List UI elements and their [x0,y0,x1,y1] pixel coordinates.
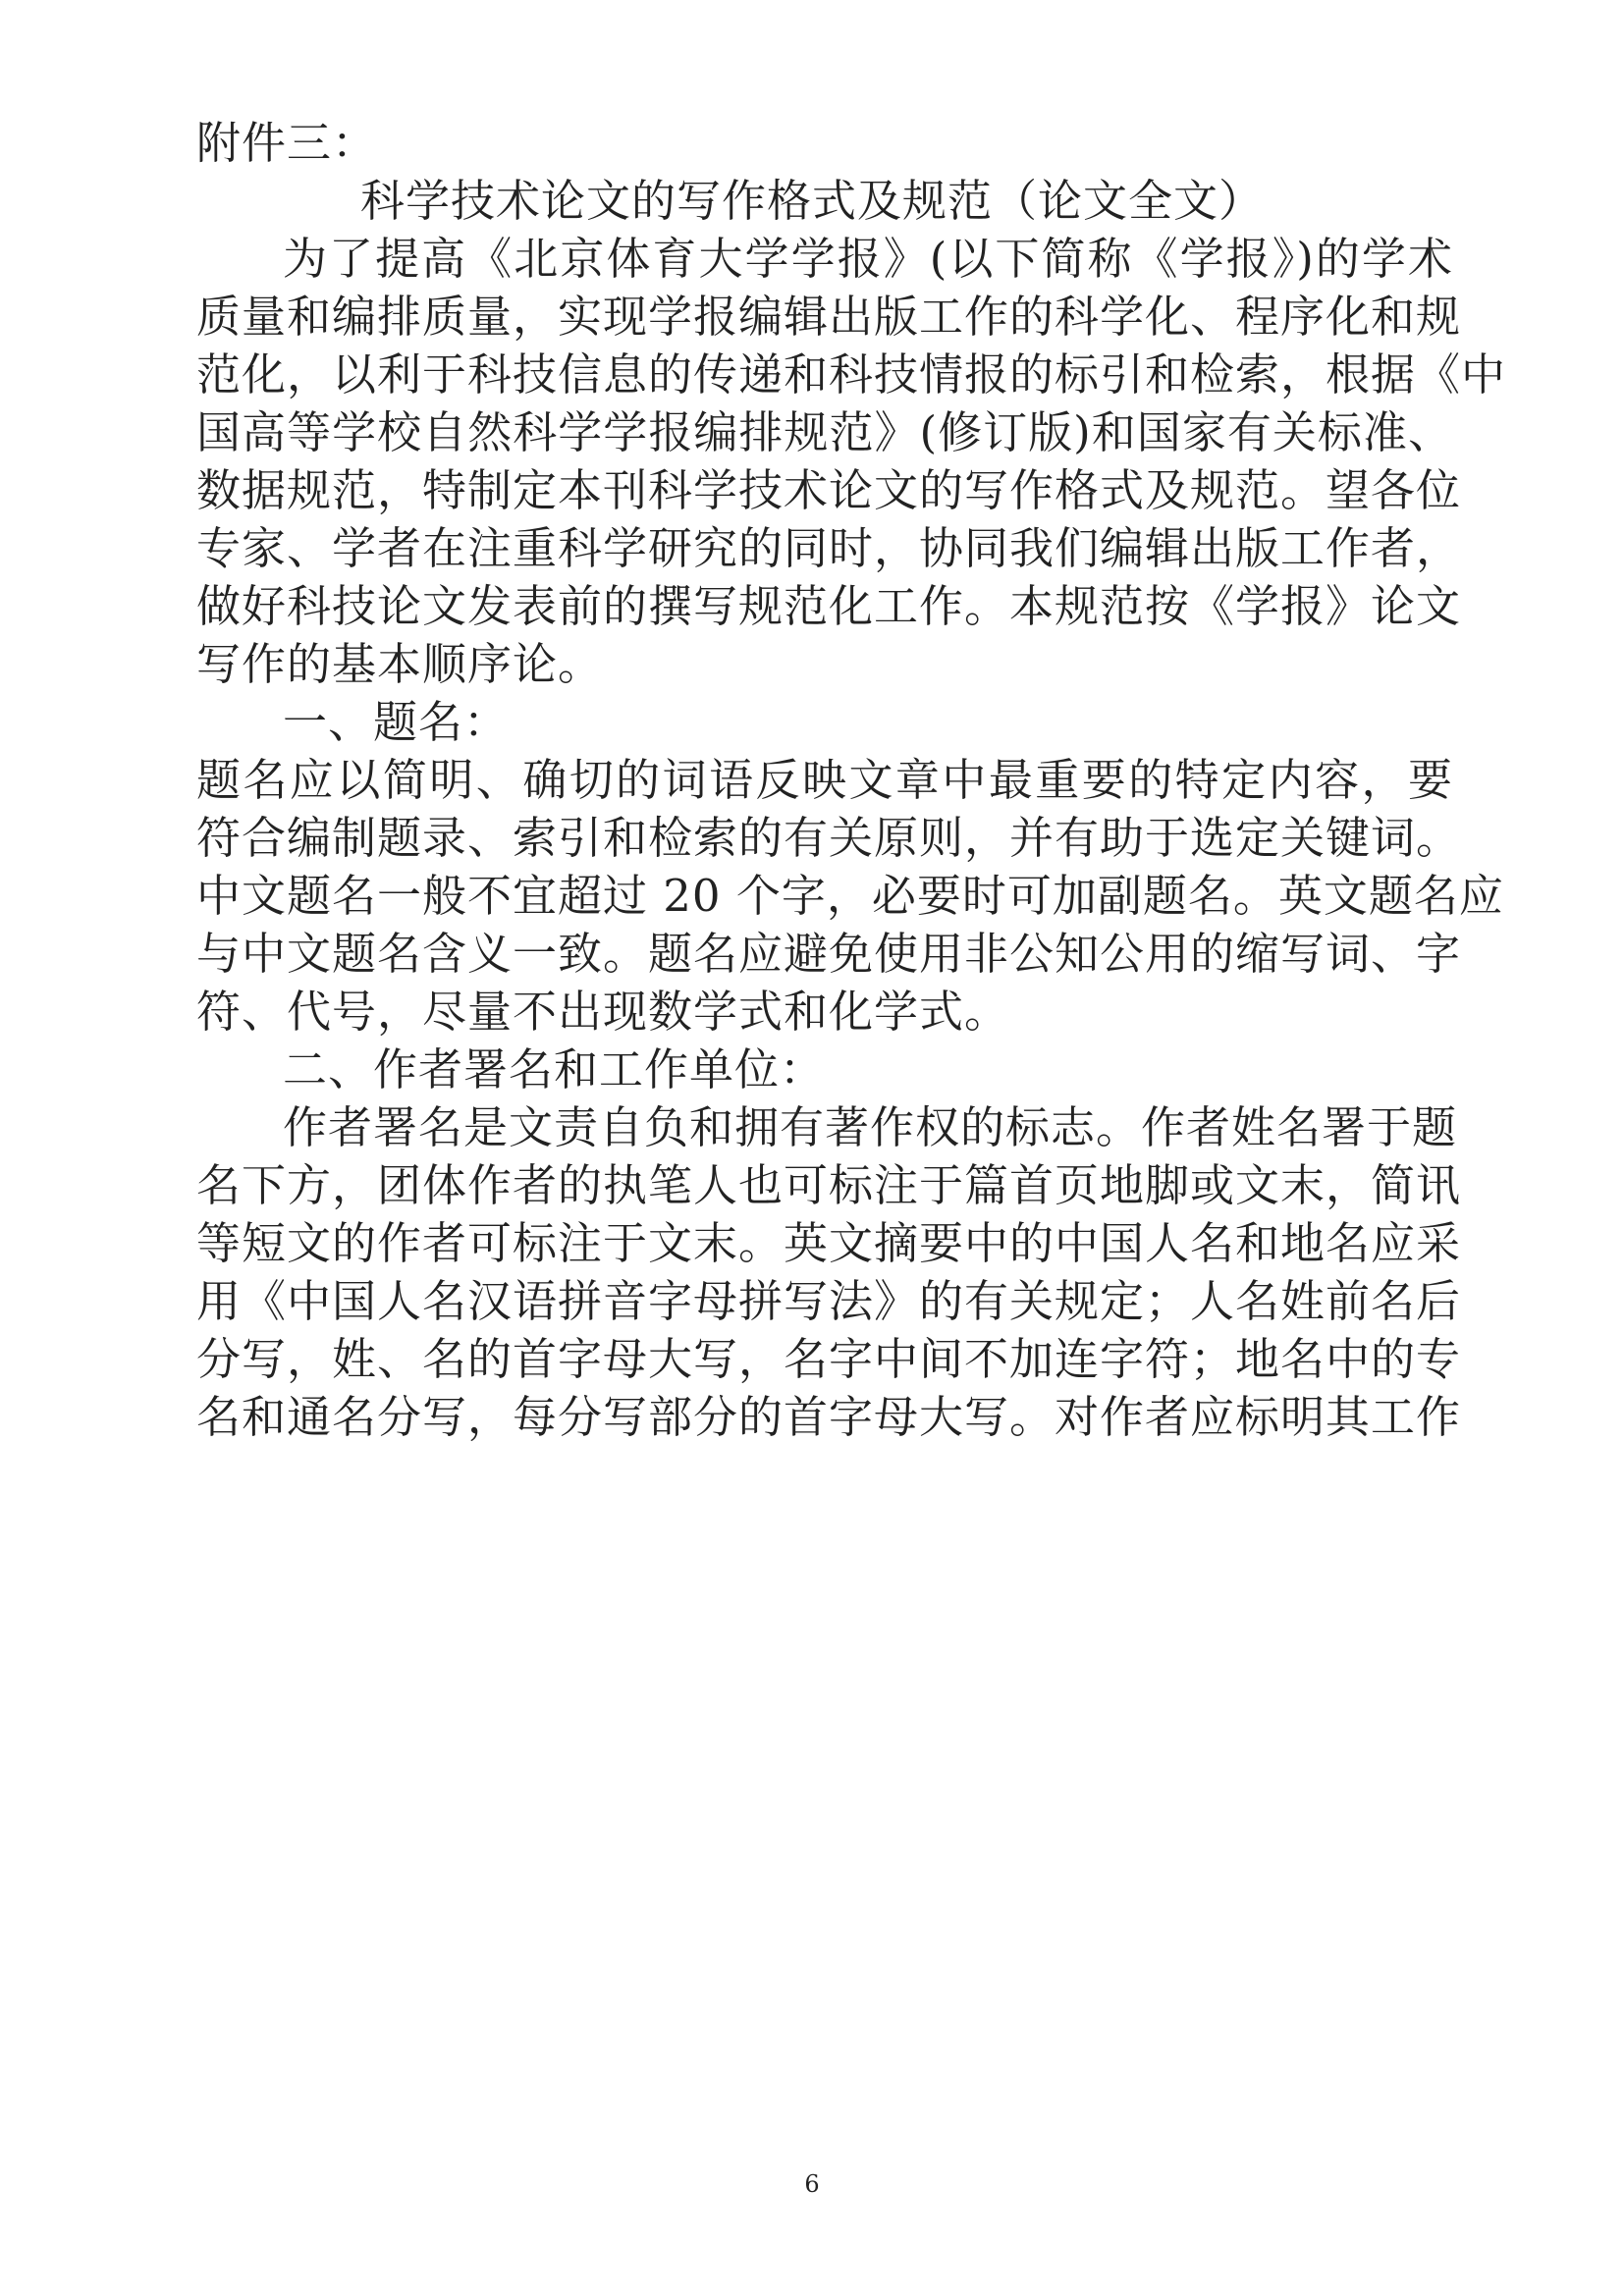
paragraph-line: 作者署名是文责自负和拥有著作权的标志。作者姓名署于题 [283,1101,1458,1153]
paragraph-line: 名下方，团体作者的执笔人也可标注于篇首页地脚或文末，简讯 [196,1159,1462,1211]
paragraph-line: 符、代号，尽量不出现数学式和化学式。 [196,986,1010,1038]
paragraph-line: 写作的基本顺序论。 [196,638,604,690]
paragraph-line: 质量和编排质量，实现学报编辑出版工作的科学化、程序化和规 [196,291,1462,343]
paragraph-line: 符合编制题录、索引和检索的有关原则，并有助于选定关键词。 [196,812,1462,864]
paragraph-line: 专家、学者在注重科学研究的同时，协同我们编辑出版工作者， [196,522,1462,574]
document-title: 科学技术论文的写作格式及规范（论文全文） [359,175,1264,227]
paragraph-line: 做好科技论文发表前的撰写规范化工作。本规范按《学报》论文 [196,580,1462,632]
paragraph-line: 国高等学校自然科学学报编排规范》(修订版)和国家有关标准、 [196,406,1453,458]
paragraph-line: 与中文题名含义一致。题名应避免使用非公知公用的缩写词、字 [196,928,1462,980]
paragraph-line: 中文题名一般不宜超过 20 个字，必要时可加副题名。英文题名应 [196,870,1504,922]
section-heading: 二、作者署名和工作单位： [283,1043,826,1095]
attachment-label: 附件三： [196,117,378,169]
section-heading: 一、题名： [283,696,510,748]
paragraph-line: 分写，姓、名的首字母大写，名字中间不加连字符；地名中的专 [196,1333,1462,1385]
page-number: 6 [804,2170,820,2198]
paragraph-line: 范化，以利于科技信息的传递和科技情报的标引和检索，根据《中 [196,348,1507,400]
paragraph-line: 等短文的作者可标注于文末。英文摘要中的中国人名和地名应采 [196,1217,1462,1269]
paragraph-line: 用《中国人名汉语拼音字母拼写法》的有关规定；人名姓前名后 [196,1275,1462,1327]
paragraph-line: 为了提高《北京体育大学学报》(以下简称《学报》)的学术 [283,233,1453,285]
paragraph-line: 题名应以简明、确切的词语反映文章中最重要的特定内容，要 [196,754,1453,806]
paragraph-line: 名和通名分写，每分写部分的首字母大写。对作者应标明其工作 [196,1391,1462,1443]
paragraph-line: 数据规范，特制定本刊科学技术论文的写作格式及规范。望各位 [196,464,1462,516]
